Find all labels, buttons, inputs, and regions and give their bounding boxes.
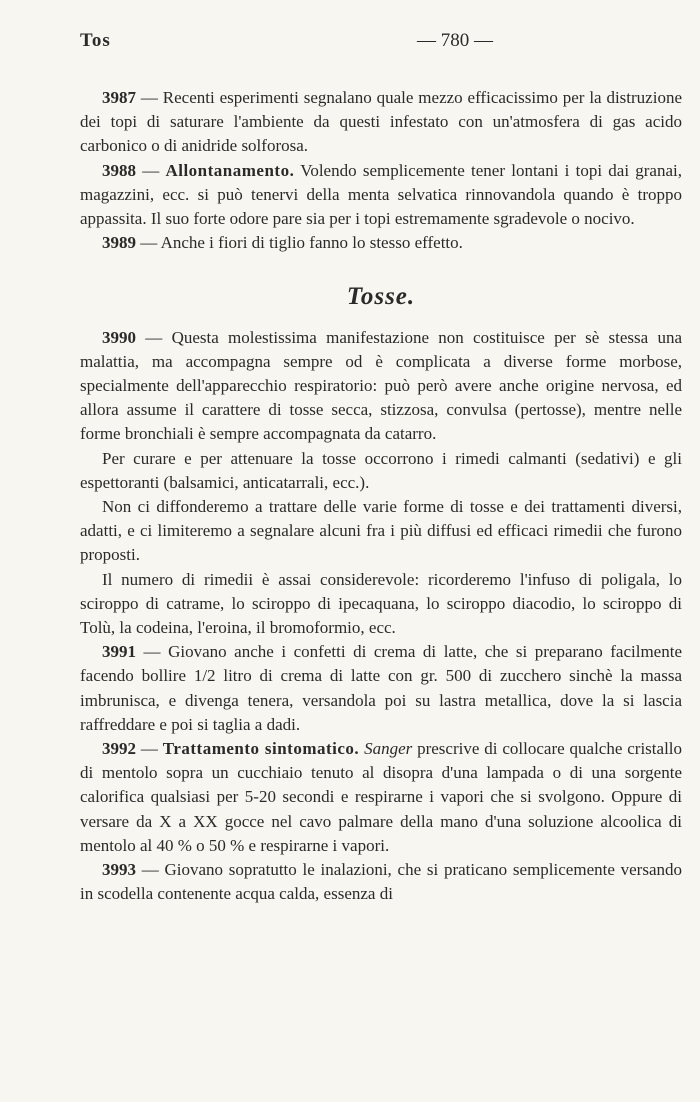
paragraph: Il numero di rimedii è assai considerevole: ricorderemo l'infuso di poligala, lo sciroppo di catrame, lo sciroppo di ipecaquana, lo sciroppo diacodio, lo sciroppo di Tolù, la codeina, l'eroina, il bromoformio, ecc. — [80, 569, 682, 638]
page-number: — 780 — — [417, 30, 493, 51]
entry-3992 — [80, 737, 682, 858]
entry-3993 — [80, 858, 682, 906]
author-name: Sanger — [364, 739, 413, 759]
paragraph: Per curare e per attenuare la tosse occorrono i rimedi calmanti (sedativi) e gli espettoranti (balsamici, anticatarrali, ecc.). — [80, 448, 682, 492]
paragraph: Non ci diffonderemo a trattare delle varie forme di tosse e dei trattamenti diversi, adatti, e ci limiteremo a segnalare alcuni fra i più diffusi ed efficaci rimedii che furono proposti. — [80, 497, 682, 565]
entry-text: Giovano sopratutto le inalazioni, che si praticano semplicemente versando in scodella contenente acqua calda, essenza di — [80, 860, 682, 904]
entry-3990 — [80, 326, 682, 447]
entry-number: 3992 — [102, 739, 136, 759]
entry-text: Volendo semplicemente tener lontani i topi dai granai, magazzini, ecc. si può tenervi della menta selvatica rinnovandola quando è troppo appassita. Il suo forte odore pare sia per i topi estremamente sgradevole o nocivo. — [80, 160, 682, 229]
entry-number: 3988 — [102, 160, 136, 180]
entry-3989 — [80, 231, 682, 255]
entry-3991 — [80, 640, 682, 737]
entry-separator: — — [136, 739, 163, 759]
entry-separator: — — [136, 327, 172, 347]
page-body — [80, 86, 682, 907]
entry-text: Giovano anche i confetti di crema di latte, che si preparano facilmente facendo bollire — [80, 642, 682, 686]
entry-title: Trattamento sintomatico. — [162, 739, 360, 759]
entry-number: 3993 — [102, 860, 136, 880]
entry-separator: — — [136, 860, 165, 880]
entry-separator: — — [136, 88, 163, 107]
running-title: Tos — [80, 30, 111, 51]
entry-separator: — — [136, 233, 161, 253]
entry-text: litro di crema di latte con gr. 500 di zucchero sinchè la massa imbrunisca, e divenga tenera, versandola poi su lastra metallica, dove la si lascia raffreddare e poi si taglia a dadi. — [80, 666, 682, 734]
fraction: 1/2 — [193, 666, 216, 686]
entry-text: Recenti esperimenti segnalano quale mezzo efficacissimo per la distruzione dei topi di saturare l'ambiente da questi infestato con un'atmosfera di gas acido carbonico o di anidride solforosa. — [80, 88, 682, 156]
entry-text: prescrive di collocare qualche cristallo di mentolo sopra un cucchiaio tenuto al disopra d'una lampada o di una sorgente calorifica qualsiasi per 5-20 secondi e respirarne i vapori che si svolgono. Oppure di versare da X a XX gocce nel cavo palmare della mano d'una soluzione alcoolica di mentolo al 40 % o 50 % e respirarne i vapori. — [80, 739, 683, 855]
entry-number: 3989 — [102, 233, 136, 253]
entry-3988 — [80, 159, 682, 232]
entry-number: 3990 — [102, 327, 136, 347]
entry-number: 3991 — [102, 642, 136, 662]
entry-separator: — — [136, 160, 166, 180]
entry-text: Anche i fiori di tiglio fanno lo stesso effetto. — [160, 233, 463, 253]
entry-title: Allontanamento. — [165, 160, 295, 180]
entry-text: Questa molestissima manifestazione non costituisce per sè stessa una malattia, ma accompagna sempre od è complicata a diverse forme morbose, specialmente dell'apparecchio respiratorio: può però avere anche origine nervosa, ed allora assume il carattere di tosse secca, stizzosa, convulsa (pertosse), mentre nelle forme bronchiali è sempre accompagnata da catarro. — [80, 327, 683, 444]
page-header — [80, 30, 680, 58]
entry-3987 — [80, 86, 682, 159]
section-title: Tosse. — [346, 283, 416, 311]
entry-separator: — — [136, 642, 169, 662]
entry-number: 3987 — [102, 88, 136, 107]
